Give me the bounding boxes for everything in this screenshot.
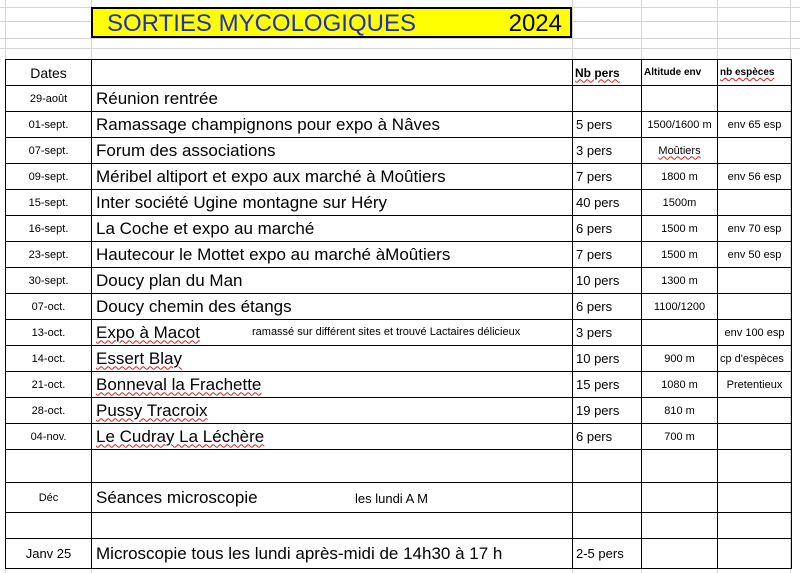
table-row-empty xyxy=(6,450,792,483)
row-esp xyxy=(718,424,792,450)
row-date: 09-sept. xyxy=(6,164,92,190)
row-name: Réunion rentrée xyxy=(92,86,573,112)
row-name: Ramassage champignons pour expo à Nâves xyxy=(92,112,573,138)
row-alt: 810 m xyxy=(642,398,718,424)
row-alt xyxy=(642,86,718,112)
sheet-year: 2024 xyxy=(508,10,562,37)
header-altitude: Altitude env xyxy=(642,60,718,86)
row-date: 30-sept. xyxy=(6,268,92,294)
jan-date: Janv 25 xyxy=(6,539,92,569)
table-row xyxy=(6,268,792,294)
table-row-jan xyxy=(6,539,792,569)
row-pers: 3 pers xyxy=(573,320,642,346)
row-alt: 1500/1600 m xyxy=(642,112,718,138)
row-esp: env 70 esp xyxy=(718,216,792,242)
row-date: 23-sept. xyxy=(6,242,92,268)
dec-note: les lundi A M xyxy=(355,491,428,506)
row-name: Forum des associations xyxy=(92,138,573,164)
row-esp xyxy=(718,138,792,164)
header-name xyxy=(92,60,573,86)
jan-name: Microscopie tous les lundi après-midi de 14h30 à 17 h xyxy=(92,539,573,569)
row-pers: 6 pers xyxy=(573,294,642,320)
row-date: 16-sept. xyxy=(6,216,92,242)
row-date: 15-sept. xyxy=(6,190,92,216)
row-name: La Coche et expo au marché xyxy=(92,216,573,242)
outings-table xyxy=(5,59,792,569)
table-row xyxy=(6,164,792,190)
row-alt: 1100/1200 xyxy=(642,294,718,320)
row-esp xyxy=(718,398,792,424)
table-row xyxy=(6,372,792,398)
row-alt: 1500 m xyxy=(642,242,718,268)
jan-pers: 2-5 pers xyxy=(573,539,642,569)
table-row xyxy=(6,294,792,320)
row-pers: 10 pers xyxy=(573,346,642,372)
row-pers: 6 pers xyxy=(573,216,642,242)
dec-name: Séances microscopie les lundi A M xyxy=(92,483,573,513)
row-alt: 1500m xyxy=(642,190,718,216)
row-name: Essert Blay xyxy=(92,346,573,372)
row-esp: env 50 esp xyxy=(718,242,792,268)
row-pers: 15 pers xyxy=(573,372,642,398)
table-row xyxy=(6,398,792,424)
row-pers: 7 pers xyxy=(573,164,642,190)
row-name: Doucy chemin des étangs xyxy=(92,294,573,320)
row-alt: 900 m xyxy=(642,346,718,372)
row-esp xyxy=(718,268,792,294)
row-esp: Pretentieux xyxy=(718,372,792,398)
row-name: Hautecour le Mottet expo au marché àMoûtiers xyxy=(92,242,573,268)
row-esp: env 56 esp xyxy=(718,164,792,190)
row-alt: 1300 m xyxy=(642,268,718,294)
row-date: 29-août xyxy=(6,86,92,112)
row-esp xyxy=(718,86,792,112)
row-esp: env 65 esp xyxy=(718,112,792,138)
header-dates: Dates xyxy=(6,60,92,86)
row-name: Bonneval la Frachette xyxy=(92,372,573,398)
row-pers: 19 pers xyxy=(573,398,642,424)
table-row xyxy=(6,424,792,450)
table-row xyxy=(6,346,792,372)
row-name: Pussy Tracroix xyxy=(92,398,573,424)
table-row xyxy=(6,190,792,216)
row-pers xyxy=(573,86,642,112)
row-esp xyxy=(718,190,792,216)
row-alt: 1800 m xyxy=(642,164,718,190)
sheet-title: SORTIES MYCOLOGIQUES xyxy=(107,10,416,37)
row-name: Doucy plan du Man xyxy=(92,268,573,294)
row-pers: 10 pers xyxy=(573,268,642,294)
row-pers: 40 pers xyxy=(573,190,642,216)
row-name: Méribel altiport et expo aux marché à Moûtiers xyxy=(92,164,573,190)
row-alt: Moûtiers xyxy=(642,138,718,164)
header-nb-especes: nb espèces xyxy=(718,60,792,86)
row-name: Expo à Macot ramassé sur différent sites et trouvé Lactaires délicieux xyxy=(92,320,573,346)
table-row xyxy=(6,138,792,164)
row-pers: 6 pers xyxy=(573,424,642,450)
row-pers: 5 pers xyxy=(573,112,642,138)
row-pers: 3 pers xyxy=(573,138,642,164)
row-date: 01-sept. xyxy=(6,112,92,138)
row-alt: 1500 m xyxy=(642,216,718,242)
row-name: Le Cudray La Léchère xyxy=(92,424,573,450)
header-nb-pers: Nb pers xyxy=(573,60,642,86)
row-alt: 1080 m xyxy=(642,372,718,398)
table-row xyxy=(6,112,792,138)
row-date: 28-oct. xyxy=(6,398,92,424)
row-alt xyxy=(642,320,718,346)
dec-date: Déc xyxy=(6,483,92,513)
row-date: 07-sept. xyxy=(6,138,92,164)
table-row xyxy=(6,216,792,242)
table-row xyxy=(6,242,792,268)
row-esp: cp d'espèces xyxy=(718,346,792,372)
row-date: 04-nov. xyxy=(6,424,92,450)
row-esp xyxy=(718,294,792,320)
table-row xyxy=(6,86,792,112)
row-alt: 700 m xyxy=(642,424,718,450)
header-row xyxy=(6,60,792,86)
row-date: 14-oct. xyxy=(6,346,92,372)
row-date: 21-oct. xyxy=(6,372,92,398)
row-date: 07-oct. xyxy=(6,294,92,320)
table-row xyxy=(6,320,792,346)
row-pers: 7 pers xyxy=(573,242,642,268)
row-esp: env 100 esp xyxy=(718,320,792,346)
row-name: Inter société Ugine montagne sur Héry xyxy=(92,190,573,216)
table-row-empty xyxy=(6,513,792,539)
table-row-dec xyxy=(6,483,792,513)
row-date: 13-oct. xyxy=(6,320,92,346)
macot-note: ramassé sur différent sites et trouvé Lactaires délicieux xyxy=(252,326,521,338)
sheet-title-box xyxy=(91,7,572,38)
